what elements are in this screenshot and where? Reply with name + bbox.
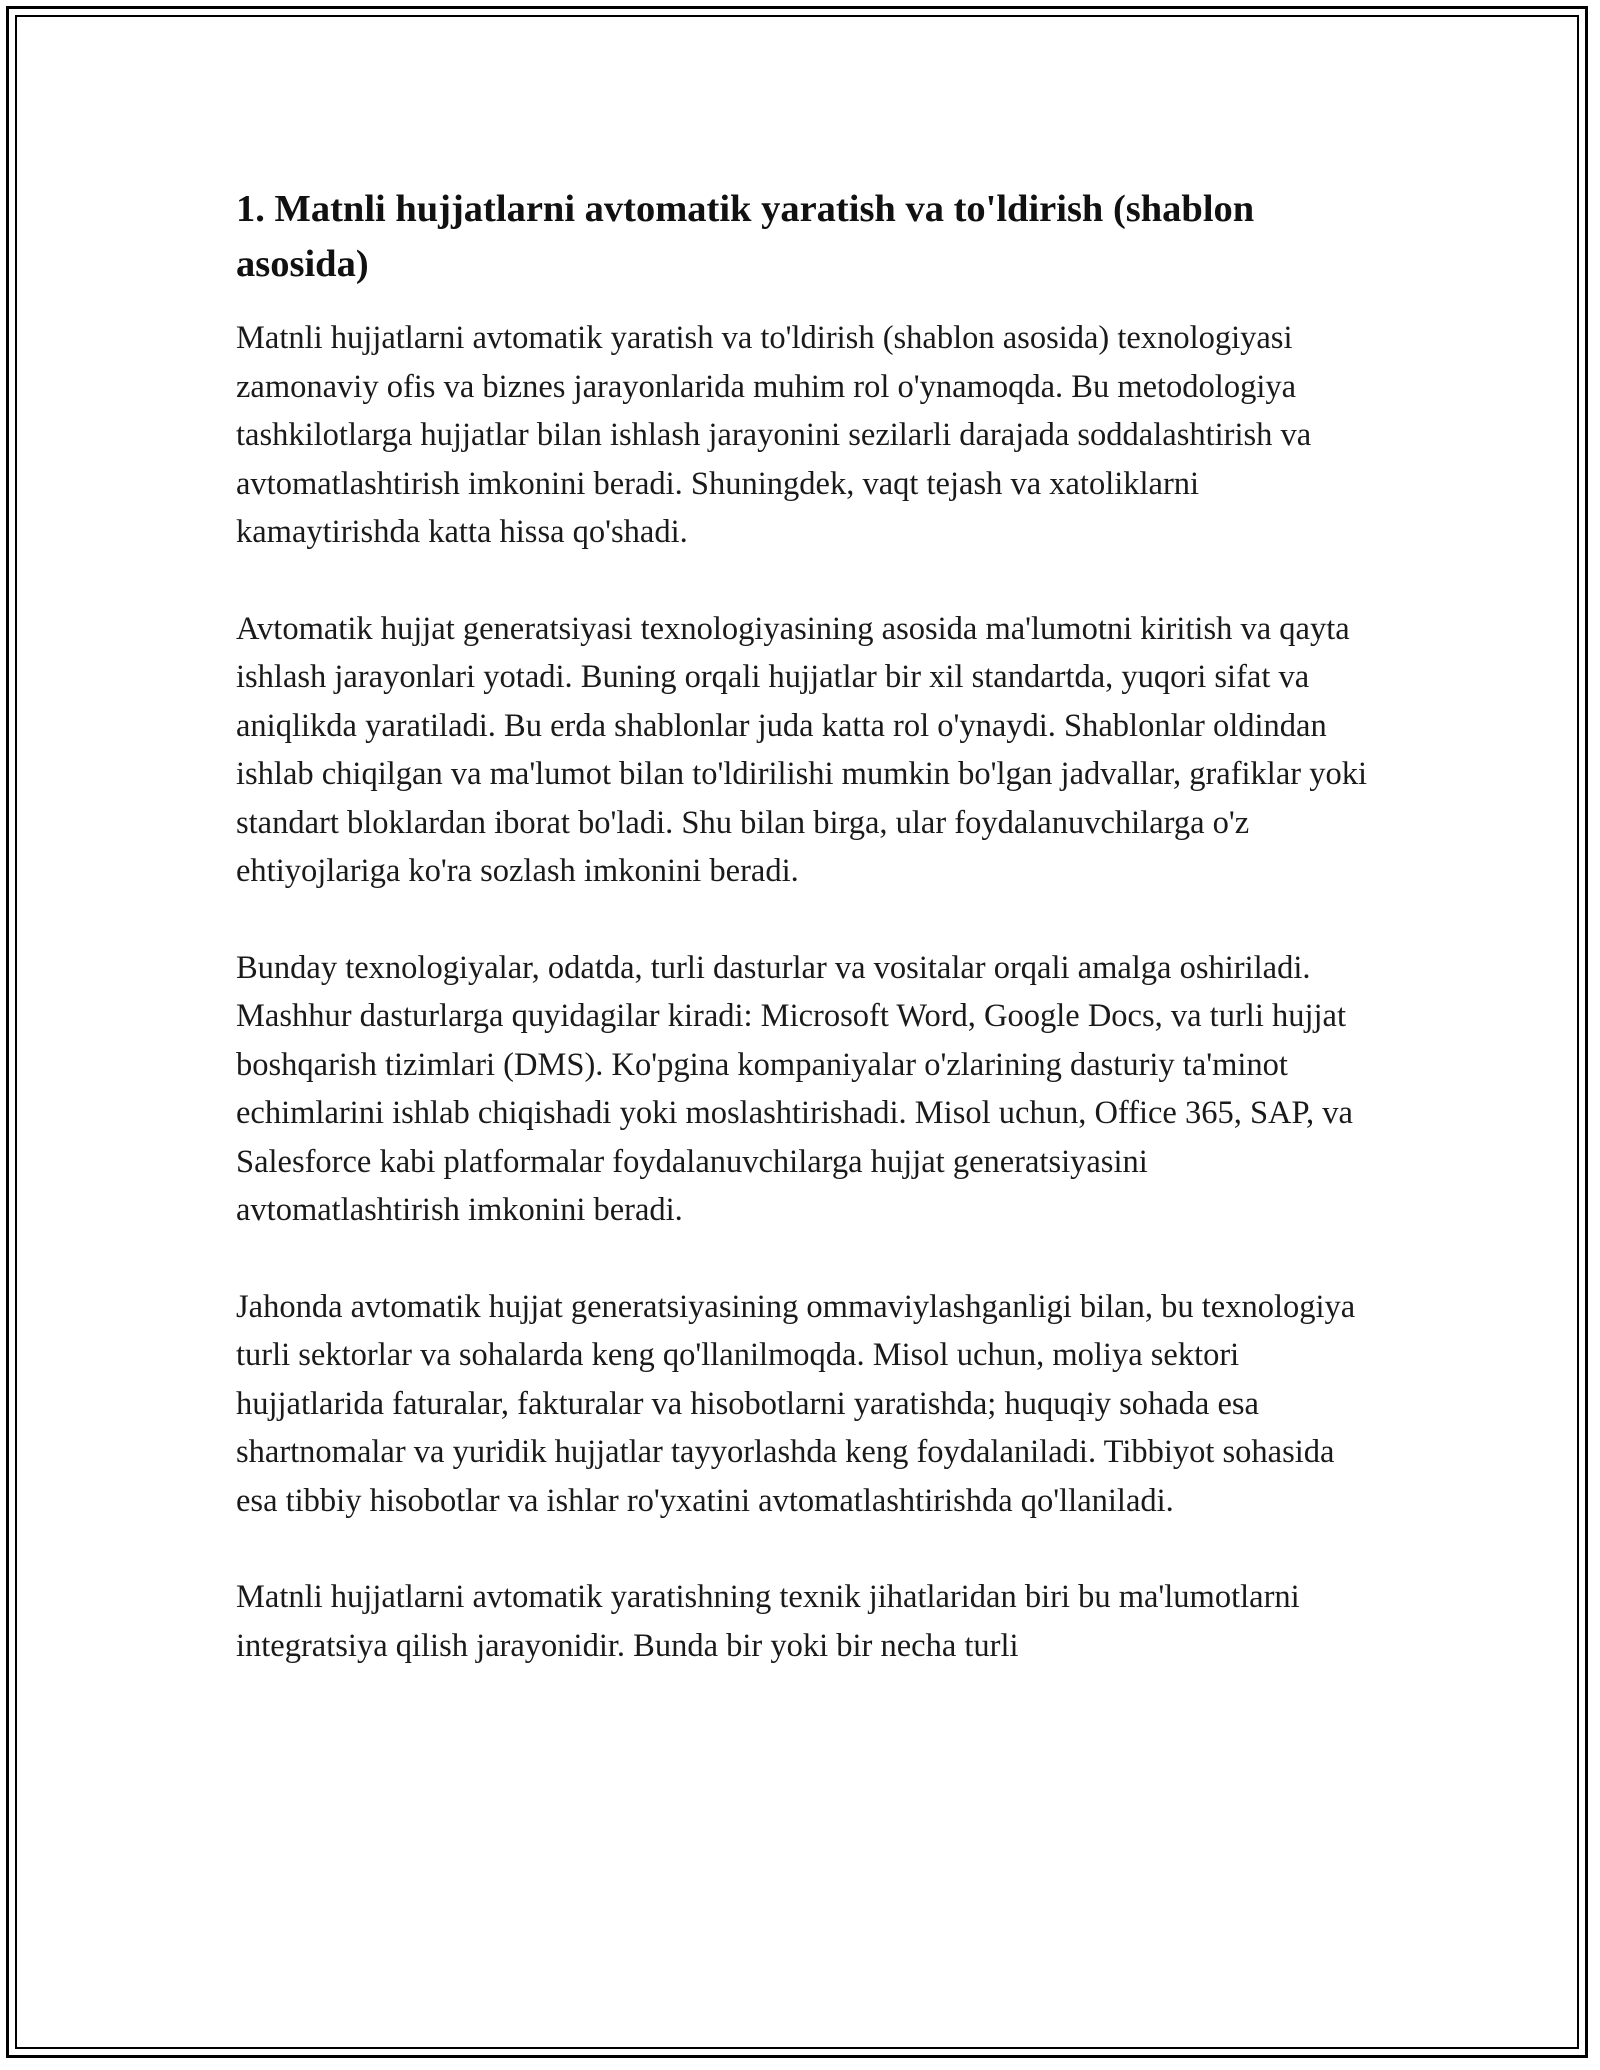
paragraph-2: Avtomatik hujjat generatsiyasi texnologiyasining asosida ma'lumotni kiritish va qayta ishlash jarayonlari yotadi. Buning orqali hujjatlar bir xil standartda, yuqori sifat va aniqlikda yaratiladi. Bu erda shablonlar juda katta rol o'ynaydi. Shablonlar oldindan ishlab chiqilgan va ma'lumot bilan to'ldirilishi mumkin bo'lgan jadvallar, grafiklar yoki standart bloklardan iborat bo'ladi. Shu bilan birga, ular foydalanuvchilarga o'z ehtiyojlariga ko'ra sozlash imkonini beradi. bbox=[236, 610, 1367, 889]
paragraph-1: Matnli hujjatlarni avtomatik yaratish va to'ldirish (shablon asosida) texnologiyasi zamonaviy ofis va biznes jarayonlarida muhim rol o'ynamoqda. Bu metodologiya tashkilotlarga hujjatlar bilan ishlash jarayonini sezilarli darajada soddalashtirish va avtomatlashtirish imkonini beradi. Shuningdek, vaqt tejash va xatoliklarni kamaytirishda katta hissa qo'shadi. bbox=[236, 320, 1312, 550]
paragraph-5: Matnli hujjatlarni avtomatik yaratishning texnik jihatlaridan biri bu ma'lumotlarni integratsiya qilish jarayonidir. Bunda bir yoki bir necha turli bbox=[236, 1579, 1300, 1664]
paragraph-3: Bunday texnologiyalar, odatda, turli dasturlar va vositalar orqali amalga oshiriladi. Mashhur dasturlarga quyidagilar kiradi: Microsoft Word, Google Docs, va turli hujjat boshqarish tizimlari (DMS). Ko'pgina kompaniyalar o'zlarining dasturiy ta'minot echimlarini ishlab chiqishadi yoki moslashtirishadi. Misol uchun, Office 365, SAP, va Salesforce kabi platformalar foydalanuvchilarga hujjat generatsiyasini avtomatlashtirish imkonini beradi. bbox=[236, 949, 1353, 1228]
paragraph-4: Jahonda avtomatik hujjat generatsiyasining ommaviylashganligi bilan, bu texnologiya turli sektorlar va sohalarda keng qo'llanilmoqda. Misol uchun, moliya sektori hujjatlarida faturalar, fakturalar va hisobotlarni yaratishda; huquqiy sohada esa shartnomalar va yuridik hujjatlar tayyorlashda keng foydalaniladi. Tibbiyot sohasida esa tibbiy hisobotlar va ishlar ro'yxatini avtomatlashtirishda qo'llaniladi. bbox=[236, 1288, 1356, 1519]
document-body bbox=[236, 182, 1376, 1718]
section-heading: 1. Matnli hujjatlarni avtomatik yaratish va to'ldirish (shablon asosida) bbox=[236, 188, 1255, 285]
